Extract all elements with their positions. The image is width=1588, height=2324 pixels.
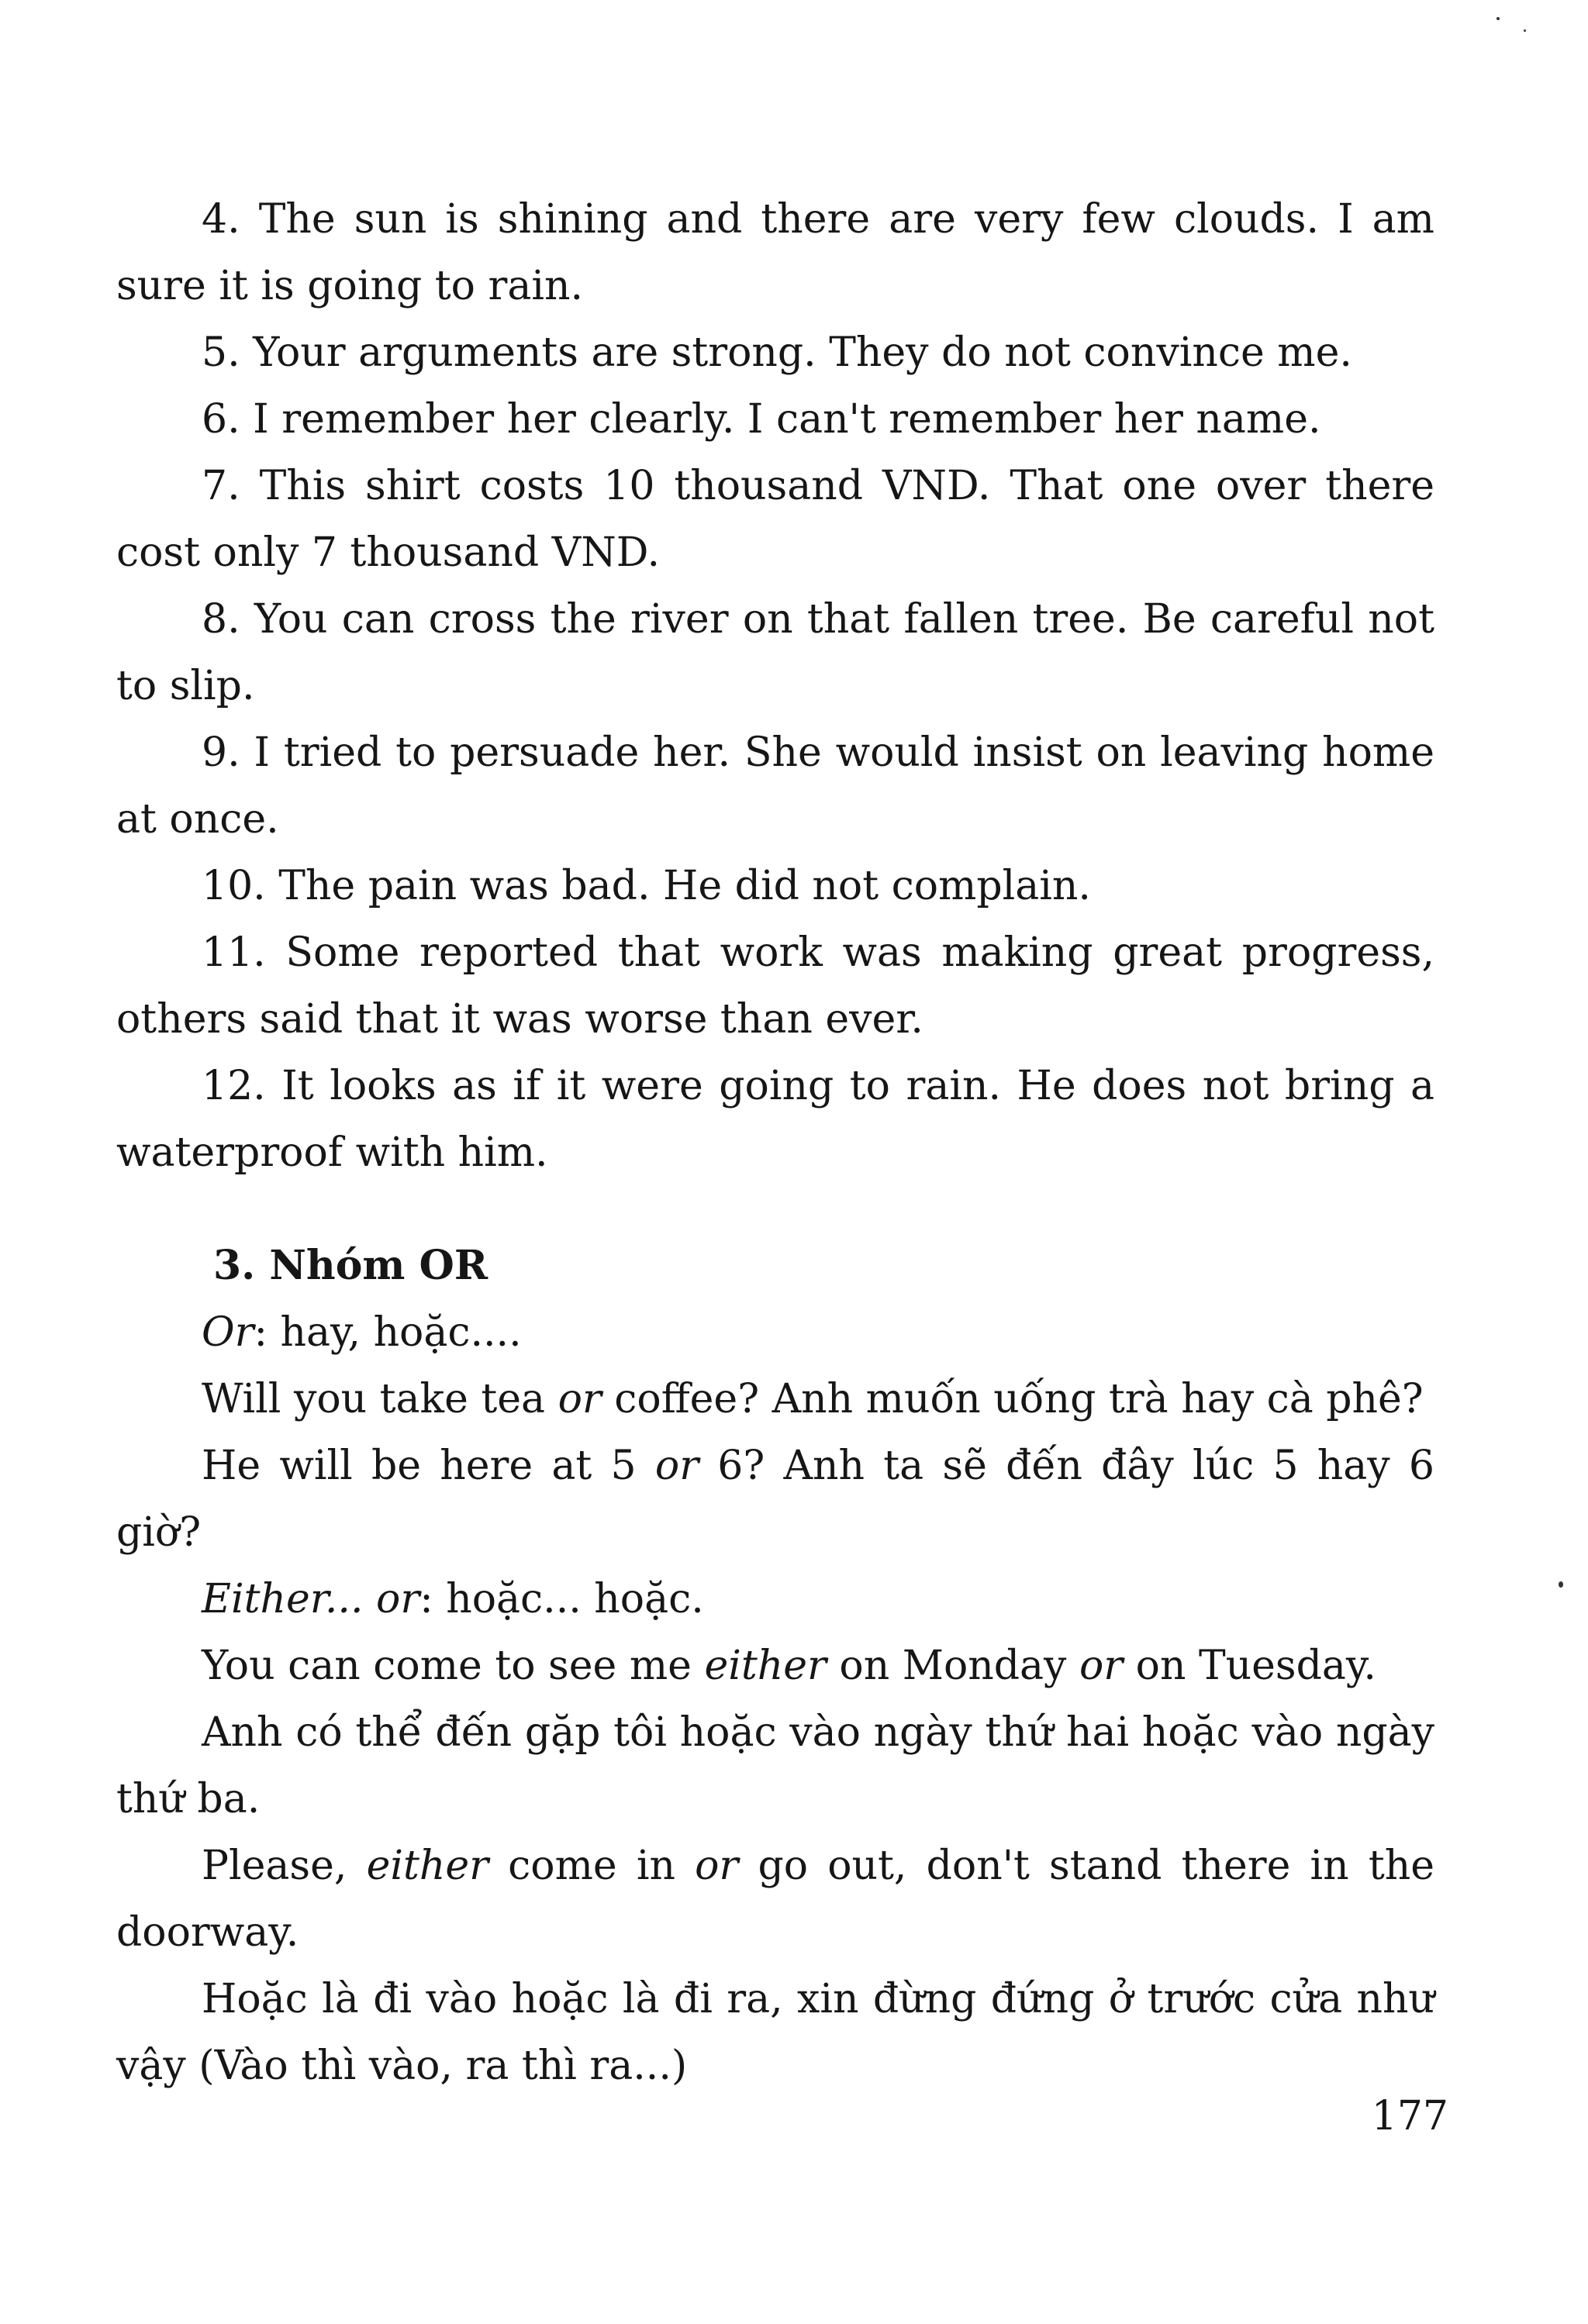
exercise-5 <box>116 319 1434 386</box>
scan-speck <box>1524 29 1526 32</box>
exercise-text: I tried to persuade her. She would insist on leaving home at once. <box>116 729 1434 843</box>
or-definition <box>116 1299 1434 1366</box>
exercise-8 <box>116 586 1434 719</box>
exercise-text: Your arguments are strong. They do not convince me. <box>253 329 1352 376</box>
scan-speck <box>1559 1581 1563 1588</box>
example-keyword: or <box>695 1843 739 1889</box>
either-example-2 <box>116 1833 1434 1966</box>
or-term: Or <box>202 1309 254 1356</box>
example-text: You can come to see me <box>202 1643 705 1689</box>
exercise-text: The pain was bad. He did not complain. <box>278 863 1091 909</box>
either-example-1-translation: Anh có thể đến gặp tôi hoặc vào ngày thứ hai hoặc vào ngày thứ ba. <box>116 1709 1434 1822</box>
example-keyword: or <box>654 1443 699 1489</box>
or-example-1 <box>116 1366 1434 1433</box>
example-text: He will be here at 5 <box>202 1443 655 1489</box>
example-keyword: or <box>558 1376 602 1422</box>
exercise-number: 5. <box>202 329 240 376</box>
exercise-number: 4. <box>202 196 240 243</box>
exercise-number: 10. <box>202 863 266 909</box>
example-text: come in <box>488 1843 696 1889</box>
exercise-number: 11. <box>202 929 266 976</box>
example-text: coffee? Anh muốn uống trà hay cà phê? <box>601 1376 1424 1422</box>
either-example-1 <box>116 1633 1434 1699</box>
example-text: 6? Anh ta sẽ đến đây lúc 5 hay 6 giờ? <box>116 1443 1434 1556</box>
exercise-text: I remember her clearly. I can't remember her name. <box>253 396 1321 443</box>
exercise-number: 9. <box>202 729 240 776</box>
exercise-4 <box>116 186 1434 319</box>
example-text: Will you take tea <box>202 1376 558 1422</box>
example-text: on Tuesday. <box>1123 1643 1376 1689</box>
exercise-6 <box>116 386 1434 453</box>
exercise-text: You can cross the river on that fallen tree. Be careful not to slip. <box>116 596 1434 709</box>
section-gap <box>116 1186 1434 1233</box>
exercise-text: Some reported that work was making great progress, others said that it was worse than ever. <box>116 929 1434 1043</box>
example-text: go out, don't stand there in the doorway. <box>116 1843 1434 1956</box>
or-meaning: : hay, hoặc.... <box>254 1309 522 1356</box>
exercise-number: 7. <box>202 463 240 509</box>
exercise-text: The sun is shining and there are very few clouds. I am sure it is going to rain. <box>116 196 1434 309</box>
page-number: 177 <box>1371 2093 1448 2140</box>
example-text: Please, <box>202 1843 367 1889</box>
exercise-11 <box>116 919 1434 1053</box>
exercise-number: 6. <box>202 396 240 443</box>
either-term: Either... or <box>202 1576 420 1622</box>
exercise-12 <box>116 1053 1434 1186</box>
example-keyword: or <box>1079 1643 1124 1689</box>
example-text: on Monday <box>826 1643 1079 1689</box>
example-keyword: either <box>704 1643 827 1689</box>
exercise-10 <box>116 853 1434 919</box>
either-definition <box>116 1566 1434 1633</box>
exercise-text: It looks as if it were going to rain. He does not bring a waterproof with him. <box>116 1063 1435 1176</box>
or-example-2 <box>116 1433 1434 1566</box>
scan-speck <box>1497 17 1500 20</box>
section-heading: 3. Nhóm OR <box>213 1242 488 1289</box>
exercise-9 <box>116 719 1434 853</box>
either-meaning: : hoặc... hoặc. <box>419 1576 704 1622</box>
exercise-number: 8. <box>202 596 240 643</box>
example-keyword: either <box>366 1843 488 1889</box>
exercise-number: 12. <box>202 1063 266 1109</box>
exercise-7 <box>116 453 1434 586</box>
page-content <box>116 186 1434 2099</box>
either-example-2-translation: Hoặc là đi vào hoặc là đi ra, xin đừng đứng ở trước cửa như vậy (Vào thì vào, ra thì ra...) <box>116 1976 1434 2089</box>
exercise-text: This shirt costs 10 thousand VND. That one over there cost only 7 thousand VND. <box>116 463 1434 576</box>
